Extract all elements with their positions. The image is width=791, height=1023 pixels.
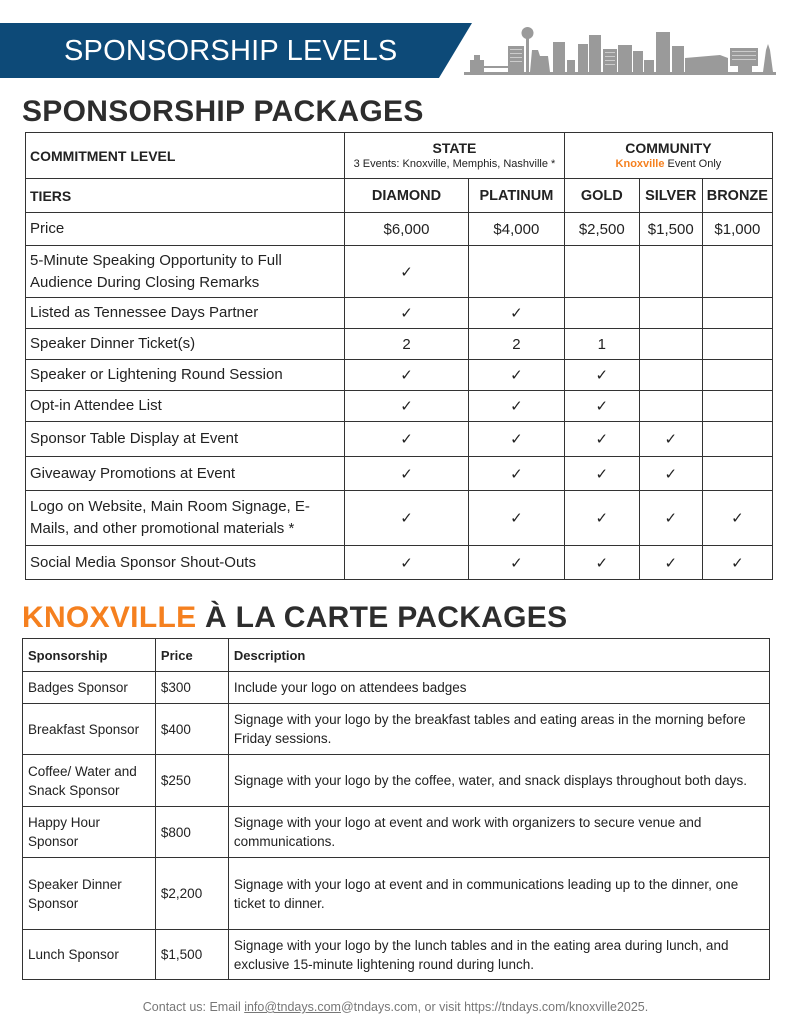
state-group-header — [345, 133, 565, 179]
feature-value-silver — [639, 246, 702, 298]
table-row — [23, 755, 770, 807]
tier-gold: GOLD — [564, 179, 639, 213]
feature-row — [26, 246, 773, 298]
feature-value-gold — [564, 298, 639, 329]
sponsorship-price: $250 — [155, 755, 228, 807]
sponsorship-price: $800 — [155, 807, 228, 858]
feature-value-bronze: ✓ — [702, 546, 772, 580]
community-group-header — [564, 133, 772, 179]
feature-row — [26, 491, 773, 546]
sponsorship-price: $400 — [155, 704, 228, 755]
community-subtitle-rest: Event Only — [664, 157, 722, 170]
feature-row — [26, 457, 773, 491]
feature-value-platinum: ✓ — [468, 422, 564, 457]
feature-value-diamond: ✓ — [345, 546, 469, 580]
feature-row — [26, 329, 773, 360]
tiers-row — [26, 179, 773, 213]
sponsorship-name: Badges Sponsor — [23, 672, 156, 704]
sponsorship-name: Happy Hour Sponsor — [23, 807, 156, 858]
table-row — [23, 672, 770, 704]
feature-value-diamond: ✓ — [345, 246, 469, 298]
feature-value-silver — [639, 360, 702, 391]
feature-value-gold: ✓ — [564, 546, 639, 580]
feature-value-diamond: ✓ — [345, 391, 469, 422]
tier-platinum: PLATINUM — [468, 179, 564, 213]
table-row — [23, 807, 770, 858]
footer-suffix: @tndays.com, or visit https://tndays.com/knoxville2025. — [340, 1000, 649, 1014]
feature-value-bronze: ✓ — [702, 491, 772, 546]
sponsorship-price: $300 — [155, 672, 228, 704]
feature-label: Opt-in Attendee List — [26, 391, 345, 422]
feature-value-silver: ✓ — [639, 422, 702, 457]
sponsorship-name: Breakfast Sponsor — [23, 704, 156, 755]
feature-label: Listed as Tennessee Days Partner — [26, 298, 345, 329]
a-la-carte-title-rest: À LA CARTE PACKAGES — [196, 601, 568, 634]
feature-value-gold: ✓ — [564, 422, 639, 457]
feature-value-platinum: ✓ — [468, 391, 564, 422]
feature-label: Giveaway Promotions at Event — [26, 457, 345, 491]
feature-value-gold: ✓ — [564, 360, 639, 391]
column-header-price: Price — [155, 639, 228, 672]
tier-bronze: BRONZE — [702, 179, 772, 213]
page-banner-title: SPONSORSHIP LEVELS — [64, 35, 398, 67]
sponsorship-description: Signage with your logo at event and in communications leading up to the dinner, one ticket to dinner. — [228, 858, 769, 930]
community-title: COMMUNITY — [625, 139, 712, 156]
feature-value-bronze — [702, 329, 772, 360]
feature-value-platinum: ✓ — [468, 298, 564, 329]
feature-label: Sponsor Table Display at Event — [26, 422, 345, 457]
feature-value-gold: ✓ — [564, 457, 639, 491]
feature-value-platinum: ✓ — [468, 491, 564, 546]
feature-value-diamond: ✓ — [345, 422, 469, 457]
commitment-level-row — [26, 133, 773, 179]
feature-label: Speaker or Lightening Round Session — [26, 360, 345, 391]
feature-row — [26, 298, 773, 329]
feature-value-platinum: ✓ — [468, 360, 564, 391]
email-link[interactable]: info@tndays.com — [244, 1000, 341, 1014]
feature-label: Social Media Sponsor Shout-Outs — [26, 546, 345, 580]
sponsorship-name: Speaker Dinner Sponsor — [23, 858, 156, 930]
feature-value-platinum: 2 — [468, 329, 564, 360]
sponsorship-description: Signage with your logo at event and work with organizers to secure venue and communications. — [228, 807, 769, 858]
feature-value-gold: 1 — [564, 329, 639, 360]
feature-value-silver — [639, 329, 702, 360]
feature-value-gold — [564, 246, 639, 298]
feature-row — [26, 422, 773, 457]
state-title: STATE — [432, 139, 477, 156]
price-row — [26, 213, 773, 246]
feature-value-gold: ✓ — [564, 491, 639, 546]
table-row — [23, 704, 770, 755]
feature-value-silver: ✓ — [639, 457, 702, 491]
sponsorship-packages-table — [25, 132, 773, 580]
price-label: Price — [26, 213, 345, 246]
feature-value-bronze — [702, 298, 772, 329]
sponsorship-name: Lunch Sponsor — [23, 930, 156, 980]
feature-row — [26, 360, 773, 391]
feature-label: Speaker Dinner Ticket(s) — [26, 329, 345, 360]
column-header-sponsorship: Sponsorship — [23, 639, 156, 672]
feature-value-platinum — [468, 246, 564, 298]
state-subtitle: 3 Events: Knoxville, Memphis, Nashville * — [353, 157, 556, 170]
column-header-description: Description — [228, 639, 769, 672]
feature-value-silver: ✓ — [639, 491, 702, 546]
tiers-label: TIERS — [26, 179, 345, 213]
feature-row — [26, 546, 773, 580]
commitment-level-label: COMMITMENT LEVEL — [26, 133, 345, 179]
city-skyline-icon — [460, 22, 780, 78]
a-la-carte-title-city: KNOXVILLE — [22, 601, 197, 634]
feature-row — [26, 391, 773, 422]
tier-silver: SILVER — [639, 179, 702, 213]
sponsorship-description: Signage with your logo by the coffee, water, and snack displays throughout both days. — [228, 755, 769, 807]
feature-value-diamond: ✓ — [345, 298, 469, 329]
table-row — [23, 858, 770, 930]
feature-value-bronze — [702, 457, 772, 491]
feature-value-diamond: ✓ — [345, 360, 469, 391]
a-la-carte-title — [22, 601, 567, 635]
sponsorship-description: Signage with your logo by the breakfast tables and eating areas in the morning before Friday sessions. — [228, 704, 769, 755]
tier-diamond: DIAMOND — [345, 179, 469, 213]
sponsorship-price: $1,500 — [155, 930, 228, 980]
price-silver: $1,500 — [639, 213, 702, 246]
sponsorship-packages-title: SPONSORSHIP PACKAGES — [22, 95, 424, 128]
feature-value-platinum: ✓ — [468, 546, 564, 580]
feature-label: Logo on Website, Main Room Signage, E-Mails, and other promotional materials * — [26, 491, 345, 546]
sponsorship-description: Include your logo on attendees badges — [228, 672, 769, 704]
feature-value-silver: ✓ — [639, 546, 702, 580]
feature-label: 5-Minute Speaking Opportunity to Full Audience During Closing Remarks — [26, 246, 345, 298]
contact-footer — [0, 1000, 791, 1014]
community-subtitle — [569, 157, 768, 172]
sponsorship-price: $2,200 — [155, 858, 228, 930]
price-gold: $2,500 — [564, 213, 639, 246]
footer-prefix: Contact us: Email — [142, 1000, 245, 1014]
sponsorship-name: Coffee/ Water and Snack Sponsor — [23, 755, 156, 807]
sponsorship-description: Signage with your logo by the lunch tables and in the eating area during lunch, and exclusive 15-minute lightening round during lunch. — [228, 930, 769, 980]
feature-value-bronze — [702, 422, 772, 457]
feature-value-diamond: ✓ — [345, 457, 469, 491]
a-la-carte-header-row — [23, 639, 770, 672]
a-la-carte-table — [22, 638, 770, 980]
feature-value-bronze — [702, 246, 772, 298]
feature-value-bronze — [702, 360, 772, 391]
table-row — [23, 930, 770, 980]
feature-value-silver — [639, 298, 702, 329]
feature-value-diamond: ✓ — [345, 491, 469, 546]
price-bronze: $1,000 — [702, 213, 772, 246]
feature-value-platinum: ✓ — [468, 457, 564, 491]
feature-value-diamond: 2 — [345, 329, 469, 360]
price-diamond: $6,000 — [345, 213, 469, 246]
feature-value-bronze — [702, 391, 772, 422]
feature-value-silver — [639, 391, 702, 422]
community-subtitle-city: Knoxville — [615, 157, 665, 170]
feature-value-gold: ✓ — [564, 391, 639, 422]
price-platinum: $4,000 — [468, 213, 564, 246]
